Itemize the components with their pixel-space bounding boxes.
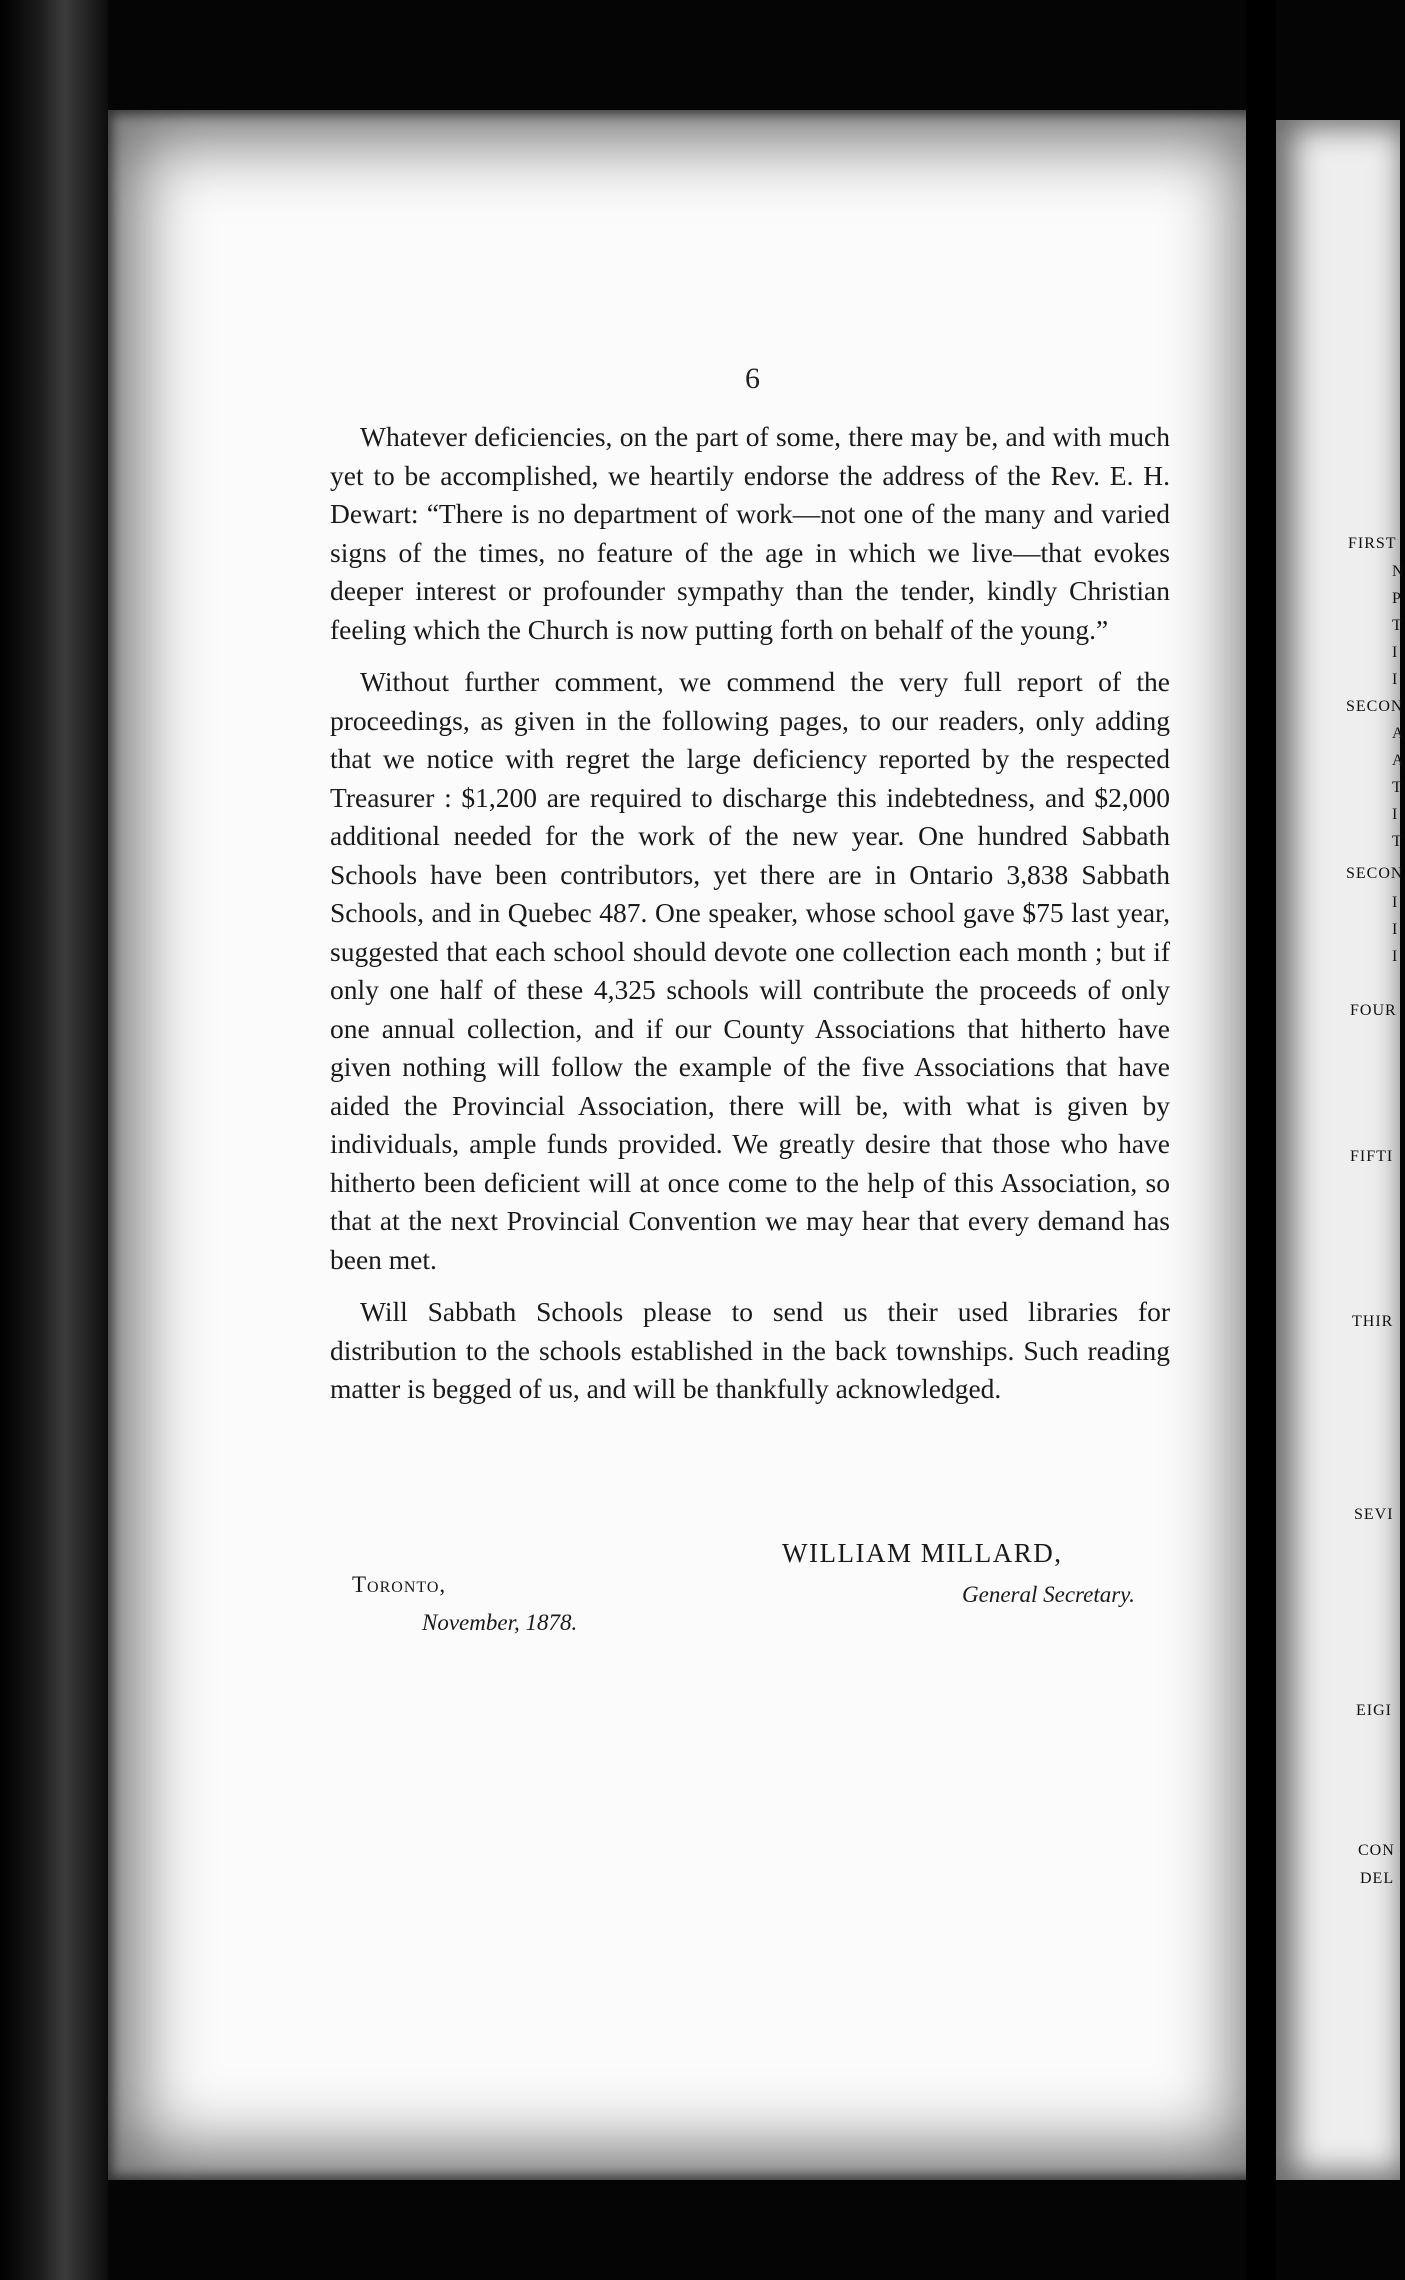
adjacent-fragment: I [1392,806,1399,823]
adjacent-fragment: SEVI [1354,1506,1394,1523]
signature-title: General Secretary. [962,1582,1135,1607]
adjacent-fragment: I [1392,644,1399,661]
paragraph-treasurer-report: Without further comment, we commend the very full report of the proceedings, as given in the following pages, to our readers, only adding that we notice with regret the large deficiency reported by the respected Treasurer : $1,200 are required to discharge this indebtedness, and $2,000 additional needed for the work of the new year. One hundred Sabbath Schools have been contributors, yet there are in Ontario 3,838 Sabbath Schools, and in Quebec 487. One speaker, whose school gave $75 last year, suggested that each school should devote one collection each month ; but if only one half of these 4,325 schools will contribute the proceeds of only one annual collection, and if our County Associations that hitherto have given nothing will follow the example of the five Associations that have aided the Provincial Association, there will be, with what is given by individuals, ample funds provided. We greatly desire that those who have hitherto been deficient will at once come to the help of this Association, so that at the next Provincial Convention we may hear that every demand has been met. [330,666,1170,1275]
paragraph-libraries-request: Will Sabbath Schools please to send us their used libraries for distribution to the schools established in the back townships. Such reading matter is begged of us, and will be thankfully acknowledged. [330,1296,1170,1404]
signature-date: November, 1878. [422,1610,578,1635]
adjacent-fragment: SECON [1346,698,1404,715]
signature-place: Toronto, [352,1572,447,1597]
adjacent-fragment: T [1392,617,1403,634]
body-text [330,418,1170,1423]
adjacent-fragment: T [1392,779,1403,796]
adjacent-fragment: I [1392,921,1399,938]
adjacent-fragment: FOUR [1350,1002,1397,1019]
paragraph-dewart-address: Whatever deficiencies, on the part of some, there may be, and with much yet to be accomplished, we heartily endorse the address of the Rev. E. H. Dewart: “There is no department of work—not one of the many and varied signs of the times, no feature of the age in which we live—that evokes deeper interest or profounder sympathy than the tender, kindly Christian feeling which the Church is now putting forth on behalf of the young.” [330,421,1170,645]
adjacent-fragment: SECON [1346,865,1404,882]
adjacent-fragment: EIGI [1356,1702,1392,1719]
adjacent-fragment: T [1392,833,1403,850]
adjacent-fragment: CON [1358,1842,1395,1859]
adjacent-fragment: THIR [1352,1313,1394,1330]
adjacent-fragment: DEL [1360,1870,1395,1887]
page-number: 6 [745,362,760,395]
adjacent-fragment: A [1392,725,1405,742]
adjacent-fragment: A [1392,752,1405,769]
adjacent-page-edge [1276,120,1405,2180]
adjacent-fragment: FIRST [1348,535,1397,552]
adjacent-fragment: I [1392,671,1399,688]
page-gutter [1246,0,1276,2280]
adjacent-fragment: N [1392,563,1405,580]
book-spine [0,0,108,2280]
adjacent-fragment: P [1392,590,1402,607]
adjacent-fragment: I [1392,894,1399,911]
adjacent-fragment: FIFTI [1350,1148,1394,1165]
signature-name: WILLIAM MILLARD, [782,1538,1063,1568]
adjacent-fragment: I [1392,948,1399,965]
